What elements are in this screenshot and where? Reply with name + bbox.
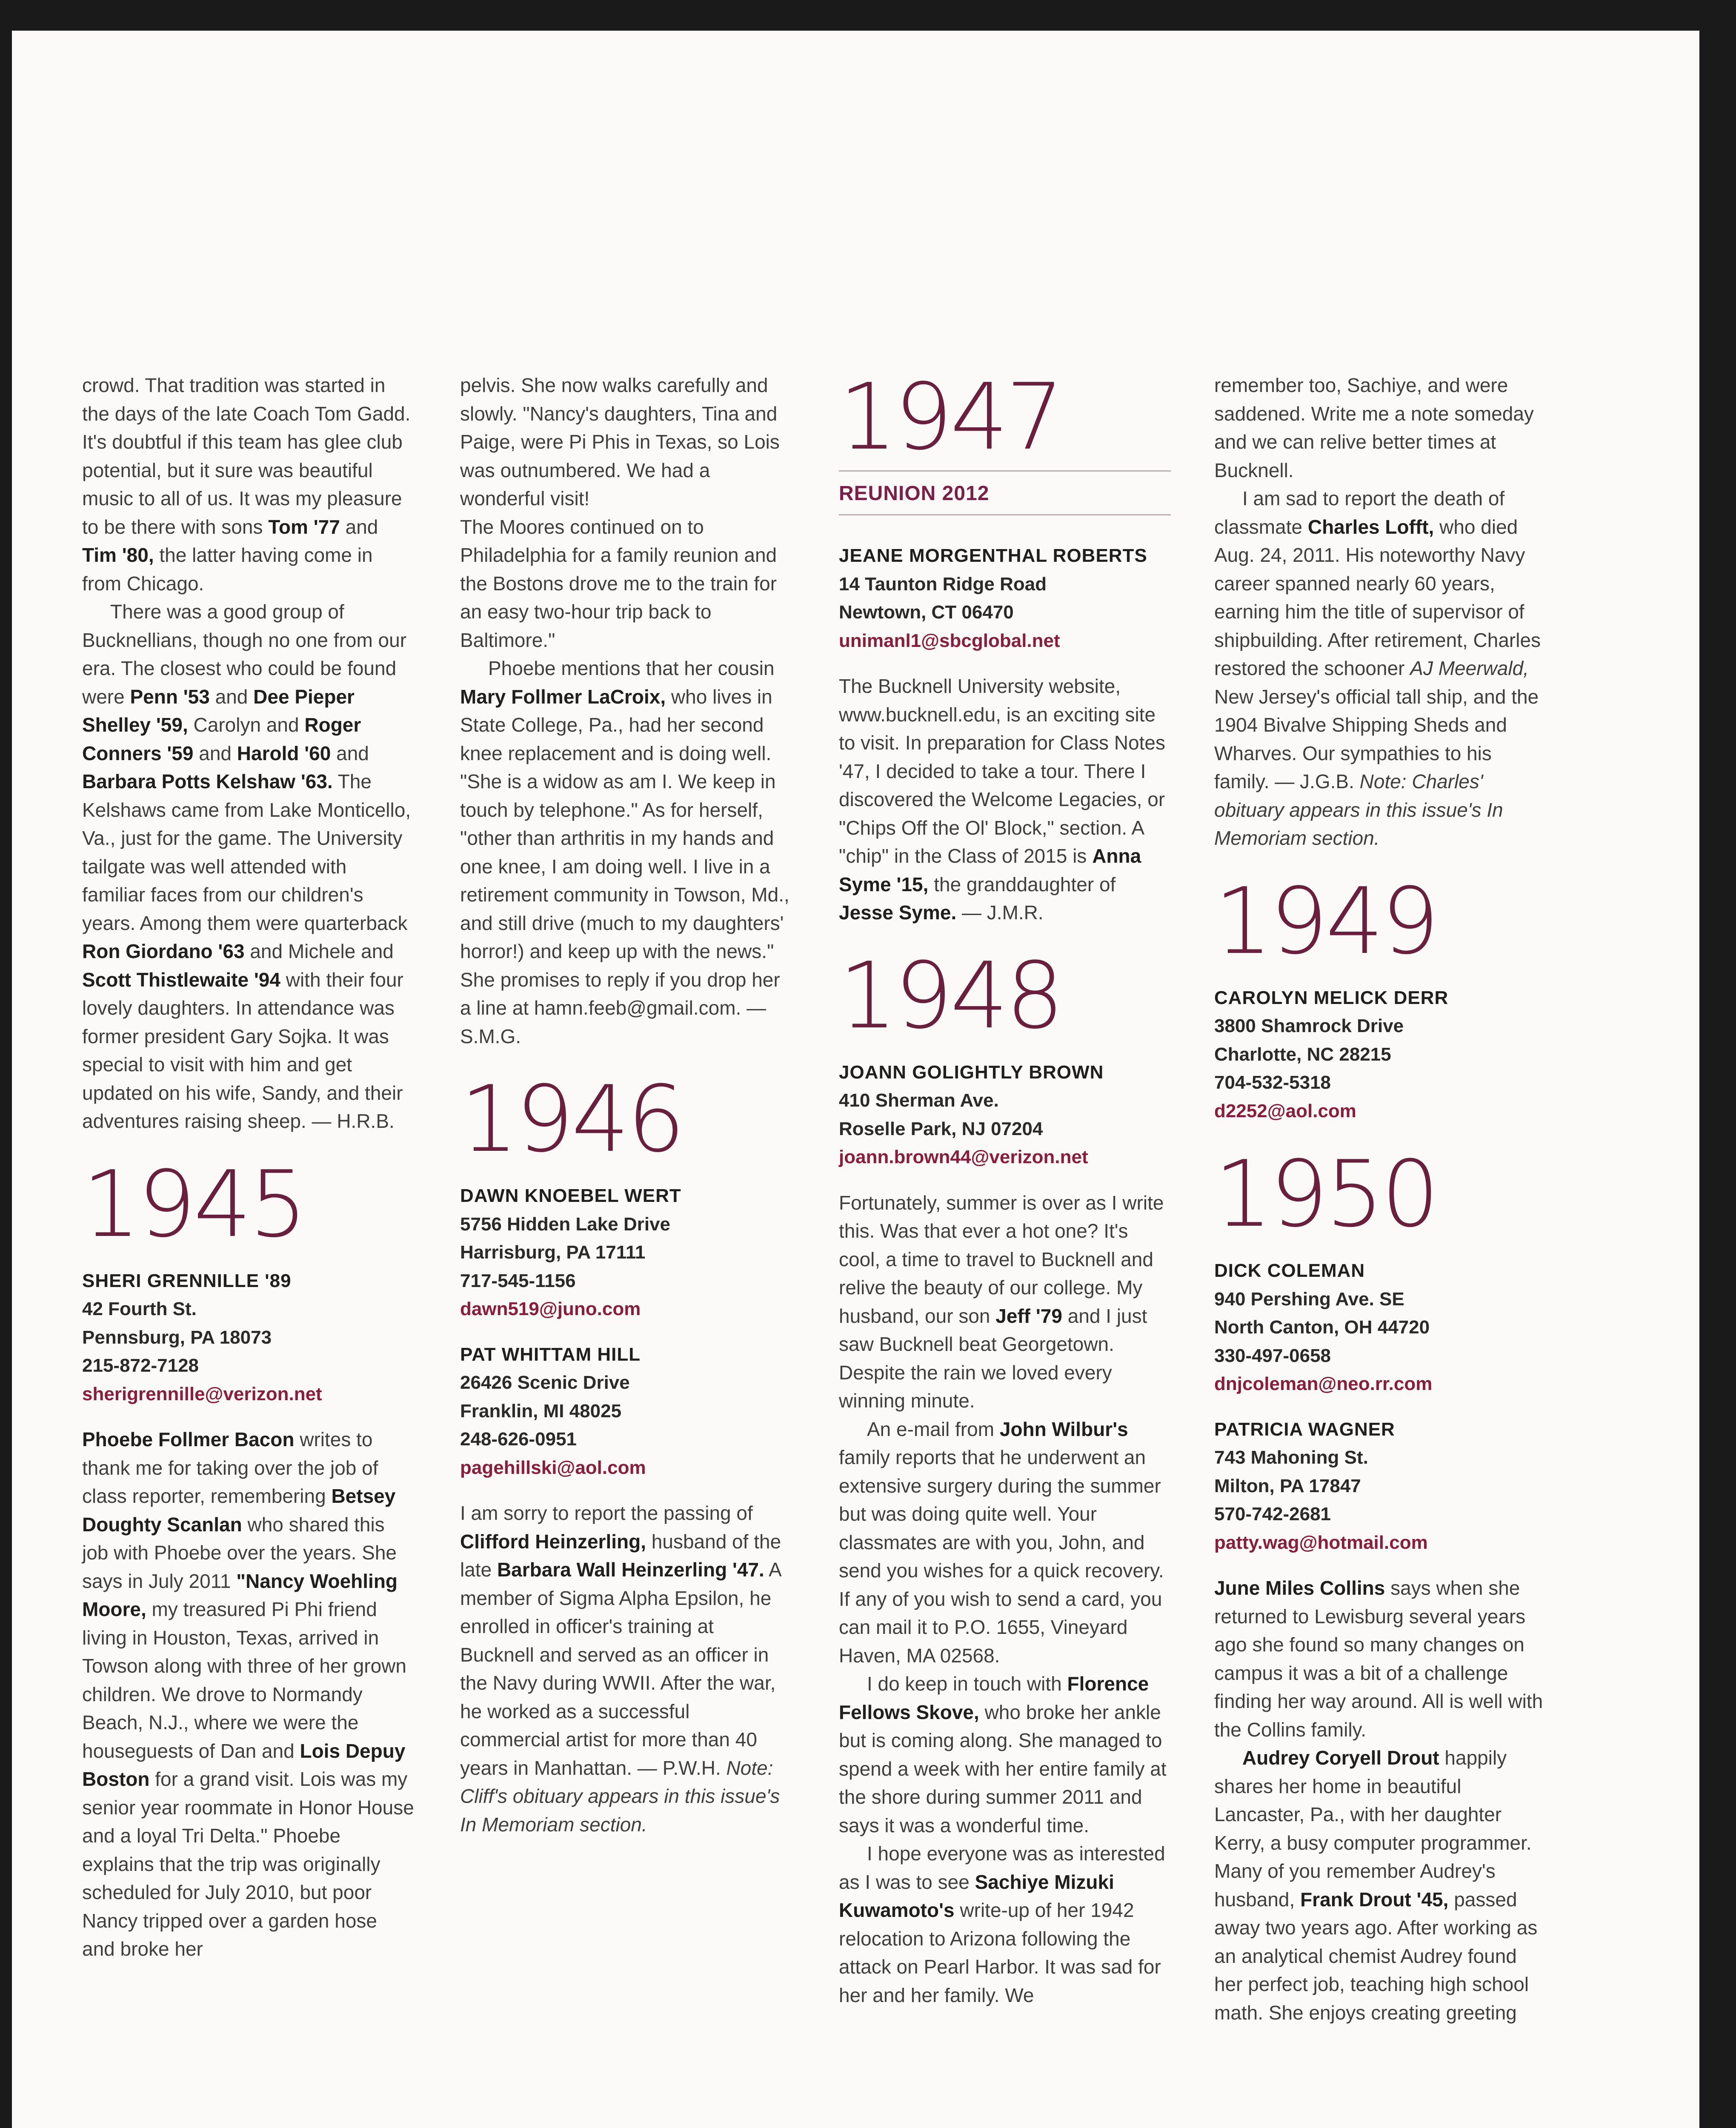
class-reporter-contact bbox=[839, 542, 1171, 655]
reporter-phone: 717-545-1156 bbox=[460, 1270, 576, 1291]
reporter-name: SHERI GRENNILLE '89 bbox=[82, 1270, 292, 1291]
paragraph: pelvis. She now walks carefully and slowly. "Nancy's daughters, Tina and Paige, were Pi Phis in Texas, so Lois was outnumbered. We had a wonderful visit! bbox=[460, 374, 780, 509]
column-4 bbox=[1214, 371, 1546, 2027]
paragraph: I am sad to report the death of classmate Charles Lofft, who died Aug. 24, 2011. His noteworthy Navy career spanned nearly 60 years, earning him the title of supervisor of shipbuilding. After retirement, Charles restored the schooner AJ Meerwald, New Jersey's official tall ship, and the 1904 Bivalve Shipping Sheds and Wharves. Our sympathies to his family. — J.G.B. Note: Charles' obituary appears in this issue's In Memoriam section. bbox=[1214, 487, 1541, 849]
class-reporter-contact bbox=[839, 1058, 1171, 1172]
reporter-phone: 570-742-2681 bbox=[1214, 1504, 1331, 1524]
reporter-address: 940 Pershing Ave. SE bbox=[1214, 1288, 1404, 1310]
reporter-name: CAROLYN MELICK DERR bbox=[1214, 987, 1449, 1008]
reporter-city: Pennsburg, PA 18073 bbox=[82, 1327, 272, 1348]
reporter-address: 5756 Hidden Lake Drive bbox=[460, 1213, 671, 1235]
class-reporter-contact bbox=[1214, 1257, 1546, 1399]
class-reporter-contact bbox=[460, 1182, 792, 1324]
class-reporter-contact bbox=[1214, 984, 1546, 1126]
class-reporter-contact bbox=[460, 1341, 792, 1482]
reporter-email: unimanl1@sbcglobal.net bbox=[839, 630, 1060, 651]
reporter-name: JOANN GOLIGHTLY BROWN bbox=[839, 1061, 1104, 1083]
paragraph: Phoebe mentions that her cousin Mary Follmer LaCroix, who lives in State College, Pa., had her second knee replacement and is doing well. "She is a widow as am I. We keep in touch by telephone." As for herself, "other than arthritis in my hands and one knee, I am doing well. I live in a retirement community in Towson, Md., and still drive (much to my daughters' horror!) and keep up with the news." She promises to reply if you drop her a line at hamn.feeb@gmail.com. — S.M.G. bbox=[460, 657, 789, 1047]
reporter-phone: 330-497-0658 bbox=[1214, 1345, 1331, 1366]
class-year-heading: 1950 bbox=[1214, 1141, 1437, 1247]
reporter-city: Roselle Park, NJ 07204 bbox=[839, 1118, 1043, 1139]
reporter-name: JEANE MORGENTHAL ROBERTS bbox=[839, 545, 1147, 566]
reporter-city: Newtown, CT 06470 bbox=[839, 602, 1014, 623]
reporter-email: d2252@aol.com bbox=[1214, 1100, 1356, 1121]
paragraph: Audrey Coryell Drout happily shares her home in beautiful Lancaster, Pa., with her daughter Kerry, a busy computer programmer. Many of you remember Audrey's husband, Frank Drout '45, passed away two years ago. After working as an analytical chemist Audrey found her perfect job, teaching high school math. She enjoys creating greeting bbox=[1214, 1747, 1538, 2024]
class-reporter-contact bbox=[1214, 1416, 1546, 1557]
class-year-heading: 1947 bbox=[839, 363, 1062, 470]
paragraph: An e-mail from John Wilbur's family reports that he underwent an extensive surgery during the summer but was doing quite well. Your classmates are with you, John, and send you wishes for a quick recovery. If any of you wish to send a card, you can mail it to P.O. 1655, Vineyard Haven, MA 02568. bbox=[839, 1418, 1164, 1667]
reporter-phone: 215-872-7128 bbox=[82, 1355, 199, 1376]
reporter-address: 26426 Scenic Drive bbox=[460, 1372, 630, 1393]
column-2 bbox=[460, 371, 792, 1839]
reporter-name: DAWN KNOEBEL WERT bbox=[460, 1185, 681, 1206]
reporter-address: 42 Fourth St. bbox=[82, 1299, 197, 1319]
paragraph: I hope everyone was as interested as I was to see Sachiye Mizuki Kuwamoto's write-up of her 1942 relocation to Arizona following the attack on Pearl Harbor. It was sad for her and her family. We bbox=[839, 1842, 1165, 2006]
reporter-email: joann.brown44@verizon.net bbox=[839, 1147, 1088, 1167]
paragraph: June Miles Collins says when she returned to Lewisburg several years ago she found so many changes on campus it was a bit of a challenge finding her way around. All is well with the Collins family. bbox=[1214, 1577, 1543, 1741]
reporter-email: sherigrennille@verizon.net bbox=[82, 1383, 322, 1404]
reunion-label: REUNION 2012 bbox=[839, 482, 990, 505]
paragraph: The Moores continued on to Philadelphia for a family reunion and the Bostons drove me to the train for an easy two-hour trip back to Baltimore." bbox=[460, 515, 777, 651]
magazine-page bbox=[12, 31, 1699, 2128]
paragraph: Phoebe Follmer Bacon writes to thank me for taking over the job of class reporter, remembering Betsey Doughty Scanlan who shared this job with Phoebe over the years. She says in July 2011 "Nancy Woehling Moore, my treasured Pi Phi friend living in Houston, Texas, arrived in Towson along with three of her grown children. We drove to Normandy Beach, N.J., where we were the houseguests of Dan and Lois Depuy Boston for a grand visit. Lois was my senior year roommate in Honor House and a loyal Tri Delta." Phoebe explains that the trip was originally scheduled for July 2010, but poor Nancy tripped over a garden hose and broke her bbox=[82, 1428, 414, 1960]
reporter-email: patty.wag@hotmail.com bbox=[1214, 1532, 1428, 1553]
reporter-phone: 248-626-0951 bbox=[460, 1429, 577, 1450]
paragraph: crowd. That tradition was started in the days of the late Coach Tom Gadd. It's doubtful if this team has glee club potential, but it sure was beautiful music to all of us. It was my pleasure to be there with sons Tom '77 and Tim '80, the latter having come in from Chicago. bbox=[82, 374, 411, 595]
reporter-email: pagehillski@aol.com bbox=[460, 1457, 646, 1478]
reporter-address: 743 Mahoning St. bbox=[1214, 1447, 1368, 1468]
paragraph: The Bucknell University website, www.bucknell.edu, is an exciting site to visit. In preparation for Class Notes '47, I decided to take a tour. There I discovered the Welcome Legacies, or "Chips Off the Ol' Block," section. A "chip" in the Class of 2015 is Anna Syme '15, the granddaughter of Jesse Syme. — J.M.R. bbox=[839, 675, 1165, 924]
reporter-name: DICK COLEMAN bbox=[1214, 1260, 1365, 1281]
paragraph: Fortunately, summer is over as I write this. Was that ever a hot one? It's cool, a time to travel to Bucknell and relive the beauty of our college. My husband, our son Jeff '79 and I just saw Bucknell beat Georgetown. Despite the rain we loved every winning minute. bbox=[839, 1191, 1164, 1412]
reporter-email: dnjcoleman@neo.rr.com bbox=[1214, 1373, 1433, 1394]
column-1 bbox=[82, 371, 414, 1963]
paragraph: I do keep in touch with Florence Fellows Skove, who broke her ankle but is coming along. She managed to spend a week with her entire family at the shore during summer 2011 and says it was a wonderful time. bbox=[839, 1673, 1167, 1836]
column-3 bbox=[839, 363, 1171, 2009]
class-year-heading: 1949 bbox=[1214, 867, 1437, 975]
reporter-address: 14 Taunton Ridge Road bbox=[839, 573, 1047, 595]
reporter-name: PAT WHITTAM HILL bbox=[460, 1344, 641, 1365]
reporter-email: dawn519@juno.com bbox=[460, 1299, 641, 1319]
class-year-heading: 1946 bbox=[460, 1066, 683, 1173]
paragraph: I am sorry to report the passing of Clifford Heinzerling, husband of the late Barbara Wall Heinzerling '47. A member of Sigma Alpha Epsilon, he enrolled in officer's training at Bucknell and served as an officer in the Navy during WWII. After the war, he worked as a successful commercial artist for more than 40 years in Manhattan. — P.W.H. Note: Cliff's obituary appears in this issue's In Memoriam section. bbox=[460, 1502, 781, 1836]
divider bbox=[839, 470, 1171, 472]
paragraph: remember too, Sachiye, and were saddened. Write me a note someday and we can relive better times at Bucknell. bbox=[1214, 374, 1534, 481]
divider bbox=[839, 514, 1171, 515]
reporter-city: Milton, PA 17847 bbox=[1214, 1475, 1361, 1496]
class-reporter-contact bbox=[82, 1267, 414, 1409]
reporter-city: Franklin, MI 48025 bbox=[460, 1400, 622, 1422]
class-year-heading: 1945 bbox=[82, 1150, 305, 1258]
reporter-name: PATRICIA WAGNER bbox=[1214, 1419, 1395, 1440]
reporter-address: 3800 Shamrock Drive bbox=[1214, 1015, 1404, 1036]
reporter-address: 410 Sherman Ave. bbox=[839, 1090, 999, 1111]
class-year-heading: 1948 bbox=[839, 942, 1062, 1049]
reporter-city: Harrisburg, PA 17111 bbox=[460, 1242, 646, 1263]
paragraph: There was a good group of Bucknellians, though no one from our era. The closest who could be found were Penn '53 and Dee Pieper Shelley '59, Carolyn and Roger Conners '59 and Harold '60 and Barbara Potts Kelshaw '63. The Kelshaws came from Lake Monticello, Va., just for the game. The University tailgate was well attended with familiar faces from our children's years. Among them were quarterback Ron Giordano '63 and Michele and Scott Thistlewaite '94 with their four lovely daughters. In attendance was former president Gary Sojka. It was special to visit with him and get updated on his wife, Sandy, and their adventures raising sheep. — H.R.B. bbox=[82, 601, 411, 1132]
reporter-city: Charlotte, NC 28215 bbox=[1214, 1044, 1391, 1065]
reporter-city: North Canton, OH 44720 bbox=[1214, 1317, 1430, 1338]
reporter-phone: 704-532-5318 bbox=[1214, 1072, 1331, 1093]
